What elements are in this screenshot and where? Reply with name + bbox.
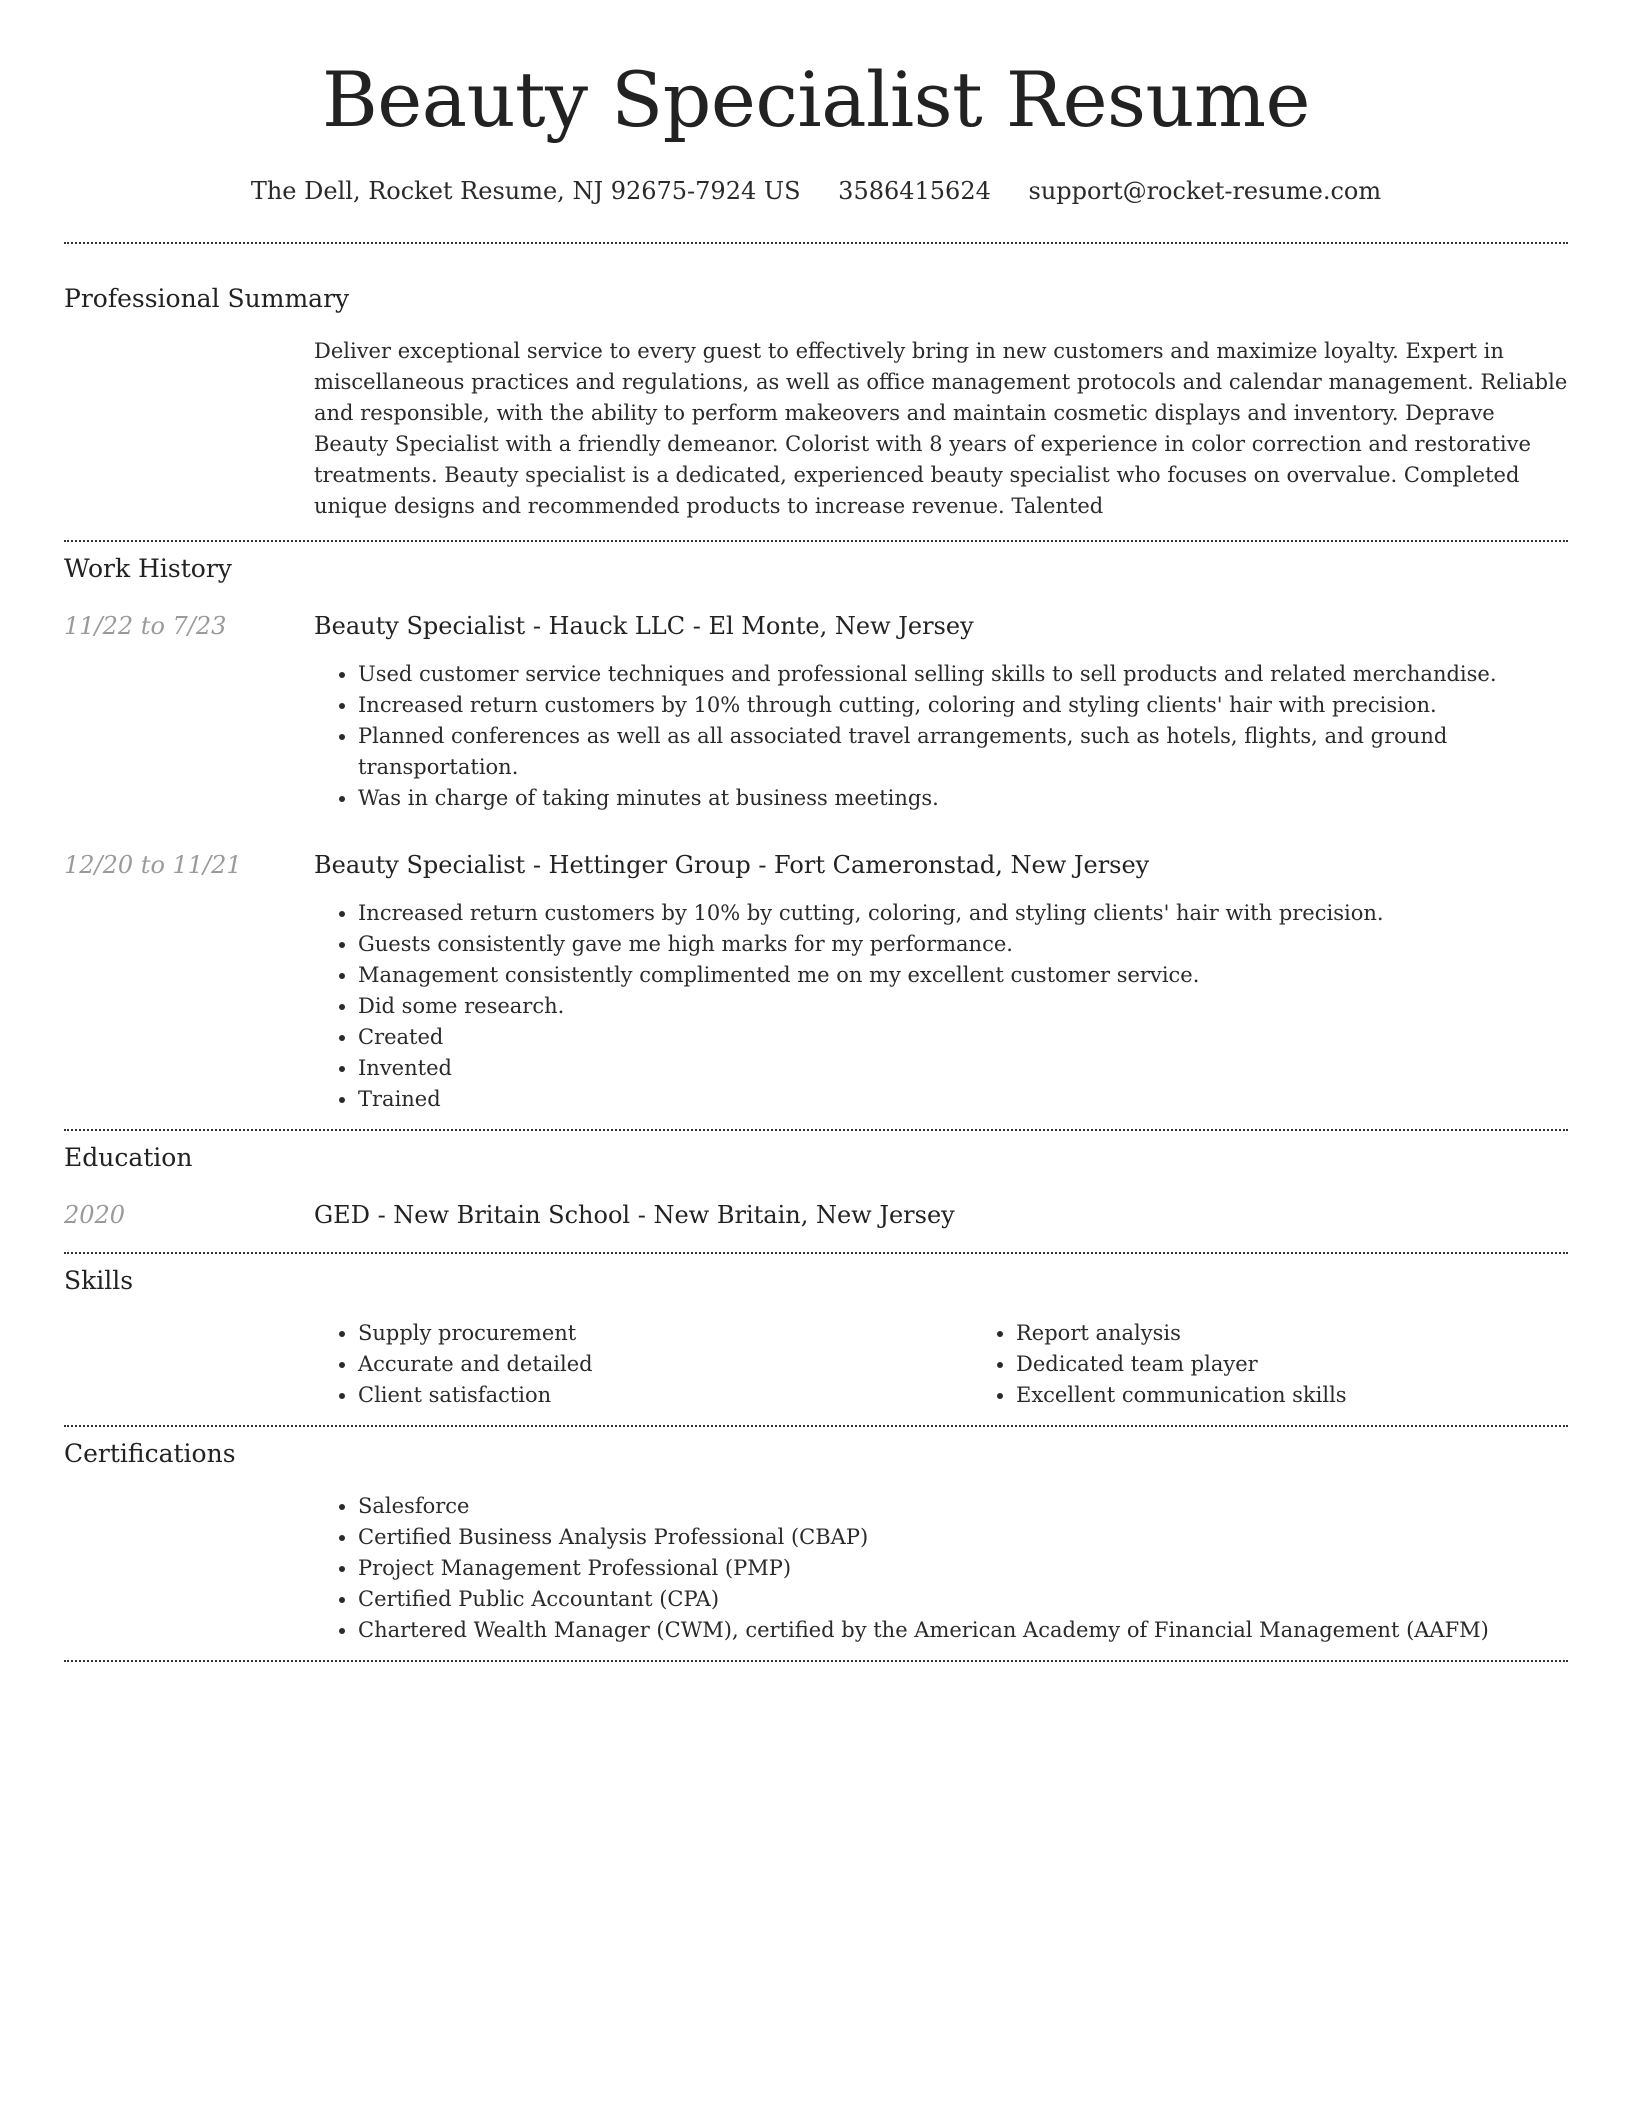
job-bullets	[314, 659, 1568, 814]
list-item: • Project Management Professional (PMP)	[358, 1553, 1568, 1584]
education-entry: GED - New Britain School - New Britain, New Jersey	[314, 1201, 955, 1229]
list-item: • Dedicated team player	[1016, 1349, 1630, 1380]
section-heading-education: Education	[64, 1143, 193, 1172]
section-heading-summary: Professional Summary	[64, 284, 350, 313]
list-item: • Supply procurement	[358, 1318, 972, 1349]
section-heading-work-history: Work History	[64, 554, 232, 583]
list-item: • Client satisfaction	[358, 1380, 972, 1411]
list-item: • Created	[358, 1022, 1568, 1053]
list-item: • Chartered Wealth Manager (CWM), certified by the American Academy of Financial Management (AAFM)	[358, 1615, 1568, 1646]
list-item: • Management consistently complimented me on my excellent customer service.	[358, 960, 1568, 991]
list-item: • Increased return customers by 10% by cutting, coloring, and styling clients' hair with precision.	[358, 898, 1568, 929]
list-item: • Invented	[358, 1053, 1568, 1084]
job-dates: 11/22 to 7/23	[64, 612, 227, 640]
work-history-section	[64, 542, 1568, 1115]
list-item: • Guests consistently gave me high marks for my performance.	[358, 929, 1568, 960]
contact-email: support@rocket-resume.com	[1028, 177, 1382, 205]
divider	[64, 1660, 1568, 1662]
list-item: • Planned conferences as well as all associated travel arrangements, such as hotels, flights, and ground transportation.	[358, 721, 1568, 783]
contact-line	[64, 176, 1568, 206]
list-item: • Trained	[358, 1084, 1568, 1115]
contact-phone: 3586415624	[838, 177, 991, 205]
list-item: • Was in charge of taking minutes at business meetings.	[358, 783, 1568, 814]
page-title: Beauty Specialist Resume	[321, 55, 1311, 144]
resume-page	[64, 0, 1568, 1662]
job-title: Beauty Specialist - Hauck LLC - El Monte, New Jersey	[314, 612, 974, 640]
section-heading-skills: Skills	[64, 1266, 134, 1295]
job-dates: 12/20 to 11/21	[64, 851, 242, 879]
skills-list-right	[972, 1318, 1630, 1411]
list-item: • Certified Public Accountant (CPA)	[358, 1584, 1568, 1615]
list-item: • Accurate and detailed	[358, 1349, 972, 1380]
list-item: • Certified Business Analysis Professional (CBAP)	[358, 1522, 1568, 1553]
job-bullets	[314, 898, 1568, 1115]
list-item: • Did some research.	[358, 991, 1568, 1022]
list-item: • Excellent communication skills	[1016, 1380, 1630, 1411]
certifications-section	[64, 1427, 1568, 1646]
summary-text: Deliver exceptional service to every guest to effectively bring in new customers and maximize loyalty. Expert in miscellaneous practices and regulations, as well as office management protocols and calendar management. Reliable and responsible, with the ability to perform makeovers and maintain cosmetic displays and inventory. Deprave Beauty Specialist with a friendly demeanor. Colorist with 8 years of experience in color correction and restorative treatments. Beauty specialist is a dedicated, experienced beauty specialist who focuses on overvalue. Completed unique designs and recommended products to increase revenue. Talented	[314, 339, 1568, 518]
education-section	[64, 1131, 1568, 1230]
list-item: • Salesforce	[358, 1491, 1568, 1522]
certifications-list	[314, 1491, 1568, 1646]
job-title: Beauty Specialist - Hettinger Group - Fort Cameronstad, New Jersey	[314, 851, 1150, 879]
skills-grid	[314, 1318, 1630, 1411]
list-item: • Used customer service techniques and professional selling skills to sell products and related merchandise.	[358, 659, 1568, 690]
list-item: • Increased return customers by 10% through cutting, coloring and styling clients' hair with precision.	[358, 690, 1568, 721]
education-year: 2020	[64, 1201, 126, 1229]
contact-address: The Dell, Rocket Resume, NJ 92675-7924 US	[250, 177, 801, 205]
skills-list-left	[314, 1318, 972, 1411]
skills-section	[64, 1254, 1568, 1411]
job-entry	[64, 611, 1568, 814]
summary-section	[64, 244, 1568, 522]
job-entry	[64, 850, 1568, 1115]
section-heading-certifications: Certifications	[64, 1439, 236, 1468]
list-item: • Report analysis	[1016, 1318, 1630, 1349]
